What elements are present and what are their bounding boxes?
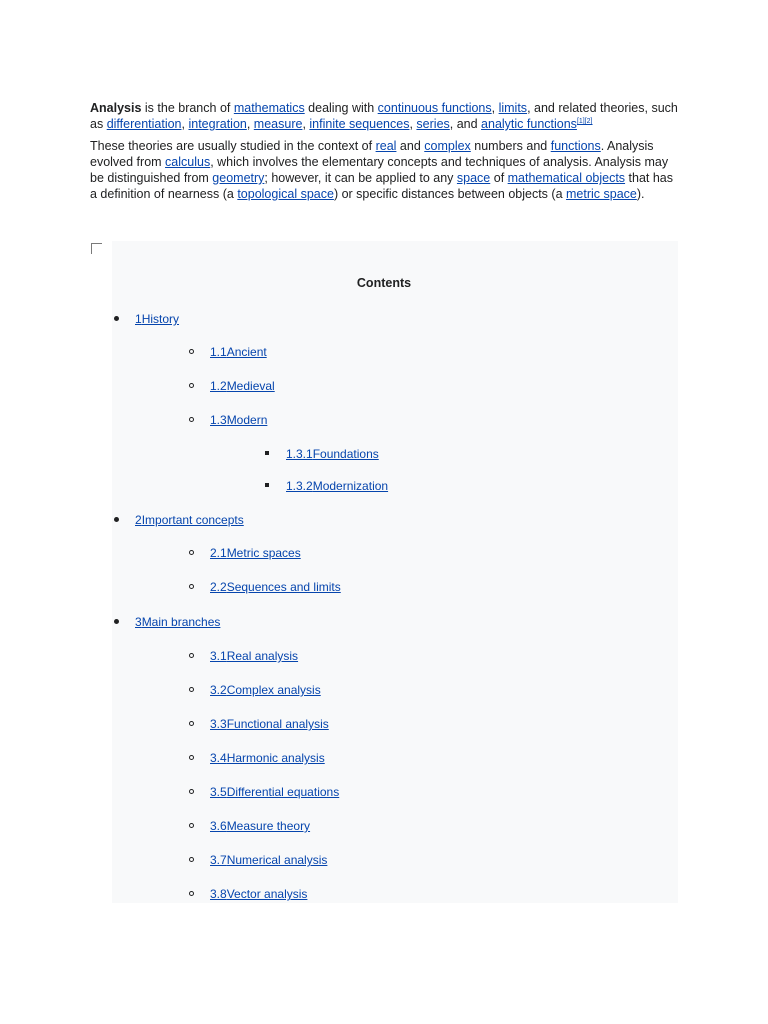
toc-label: Medieval: [226, 379, 275, 393]
article-intro: [90, 100, 680, 208]
link-real[interactable]: real: [375, 139, 397, 153]
toc-bullet: [114, 619, 119, 624]
toc-bullet: [189, 823, 194, 828]
toc-number: 1.2: [210, 379, 227, 393]
table-of-contents: [90, 241, 678, 903]
toc-item-1-3[interactable]: [210, 413, 267, 427]
toc-label: Modern: [226, 413, 268, 427]
toc-item-3-6[interactable]: [210, 819, 310, 833]
toc-number: 3.8: [210, 887, 227, 901]
toc-number: 1.3.1: [286, 447, 313, 461]
toc-label: Differential equations: [226, 785, 340, 799]
toc-number: 3: [135, 615, 142, 629]
toc-label: Complex analysis: [226, 683, 321, 697]
toc-item-1-2[interactable]: [210, 379, 275, 393]
link-mathematics[interactable]: mathematics: [233, 101, 305, 115]
toc-bullet: [114, 517, 119, 522]
intro-paragraph-2: These theories are usually studied in the context of real and complex numbers and functions. Analysis evolved from calculus, which involves the elementary concepts and techniques of analysis. Analysis may be distinguished from geometry; however, it can be applied to any space of mathematical objects that has a definition of nearness (a topological space) or specific distances between objects (a metric space).: [90, 139, 674, 201]
reference-link[interactable]: [1][2]: [576, 117, 593, 125]
toc-bullet: [189, 721, 194, 726]
toc-label: Measure theory: [226, 819, 311, 833]
link-geometry[interactable]: geometry: [212, 171, 265, 185]
toc-label: Foundations: [312, 447, 379, 461]
toc-item-3-1[interactable]: [210, 649, 298, 663]
toc-number: 1.1: [210, 345, 227, 359]
toc-toggle-checkbox[interactable]: [91, 243, 102, 254]
toc-number: 3.1: [210, 649, 227, 663]
toc-label: Harmonic analysis: [226, 751, 325, 765]
toc-item-2-2[interactable]: [210, 580, 341, 594]
toc-item-3-7[interactable]: [210, 853, 327, 867]
toc-bullet: [189, 891, 194, 896]
toc-item-2[interactable]: [135, 513, 244, 527]
toc-bullet: [189, 653, 194, 658]
toc-item-3-5[interactable]: [210, 785, 339, 799]
toc-label: Numerical analysis: [226, 853, 328, 867]
toc-bullet: [189, 687, 194, 692]
toc-bullet: [189, 550, 194, 555]
toc-number: 2.1: [210, 546, 227, 560]
toc-title: Contents: [356, 276, 412, 290]
toc-label: Main branches: [141, 615, 221, 629]
toc-item-3-4[interactable]: [210, 751, 325, 765]
toc-bullet: [189, 417, 194, 422]
link-differentiation[interactable]: differentiation: [106, 117, 182, 131]
toc-item-2-1[interactable]: [210, 546, 301, 560]
link-integration[interactable]: integration: [188, 117, 247, 131]
toc-bullet: [189, 789, 194, 794]
toc-bullet: [189, 857, 194, 862]
toc-number: 3.2: [210, 683, 227, 697]
link-analytic-functions[interactable]: analytic functions: [481, 117, 577, 131]
link-calculus[interactable]: calculus: [165, 155, 211, 169]
link-series[interactable]: series: [416, 117, 450, 131]
toc-number: 3.6: [210, 819, 227, 833]
article-subject: Analysis: [90, 101, 142, 115]
link-limits[interactable]: limits: [498, 101, 528, 115]
toc-item-3-8[interactable]: [210, 887, 307, 901]
toc-bullet: [189, 755, 194, 760]
toc-label: Sequences and limits: [226, 580, 341, 594]
toc-label: Functional analysis: [226, 717, 329, 731]
link-functions[interactable]: functions: [550, 139, 601, 153]
toc-number: 3.5: [210, 785, 227, 799]
toc-number: 1.3: [210, 413, 227, 427]
link-continuous-functions[interactable]: continuous functions: [377, 101, 492, 115]
toc-item-3-3[interactable]: [210, 717, 329, 731]
toc-item-1-3-1[interactable]: [286, 447, 379, 461]
link-mathematical-objects[interactable]: mathematical objects: [507, 171, 626, 185]
link-topological-space[interactable]: topological space: [237, 187, 334, 201]
toc-item-1[interactable]: [135, 312, 179, 326]
intro-paragraph-1: Analysis is the branch of mathematics dealing with continuous functions, limits, and related theories, such as differentiation, integration, measure, infinite sequences, series, and analytic functions[1][2]: [90, 101, 678, 131]
toc-label: Modernization: [312, 479, 389, 493]
link-infinite-sequences[interactable]: infinite sequences: [309, 117, 410, 131]
toc-bullet: [265, 483, 269, 487]
toc-number: 2.2: [210, 580, 227, 594]
toc-item-1-3-2[interactable]: [286, 479, 388, 493]
link-measure[interactable]: measure: [253, 117, 303, 131]
toc-bullet: [265, 451, 269, 455]
toc-label: Ancient: [226, 345, 267, 359]
toc-number: 1: [135, 312, 142, 326]
toc-label: Real analysis: [226, 649, 299, 663]
toc-number: 2: [135, 513, 142, 527]
link-complex[interactable]: complex: [424, 139, 471, 153]
toc-number: 3.3: [210, 717, 227, 731]
toc-label: History: [141, 312, 180, 326]
toc-number: 1.3.2: [286, 479, 313, 493]
toc-label: Vector analysis: [226, 887, 308, 901]
toc-item-3[interactable]: [135, 615, 220, 629]
toc-bullet: [189, 584, 194, 589]
link-metric-space[interactable]: metric space: [566, 187, 637, 201]
toc-label: Important concepts: [141, 513, 244, 527]
toc-number: 3.7: [210, 853, 227, 867]
toc-bullet: [114, 316, 119, 321]
link-space[interactable]: space: [456, 171, 491, 185]
toc-bullet: [189, 383, 194, 388]
toc-label: Metric spaces: [226, 546, 301, 560]
toc-bullet: [189, 349, 194, 354]
toc-number: 3.4: [210, 751, 227, 765]
toc-item-3-2[interactable]: [210, 683, 321, 697]
toc-item-1-1[interactable]: [210, 345, 267, 359]
